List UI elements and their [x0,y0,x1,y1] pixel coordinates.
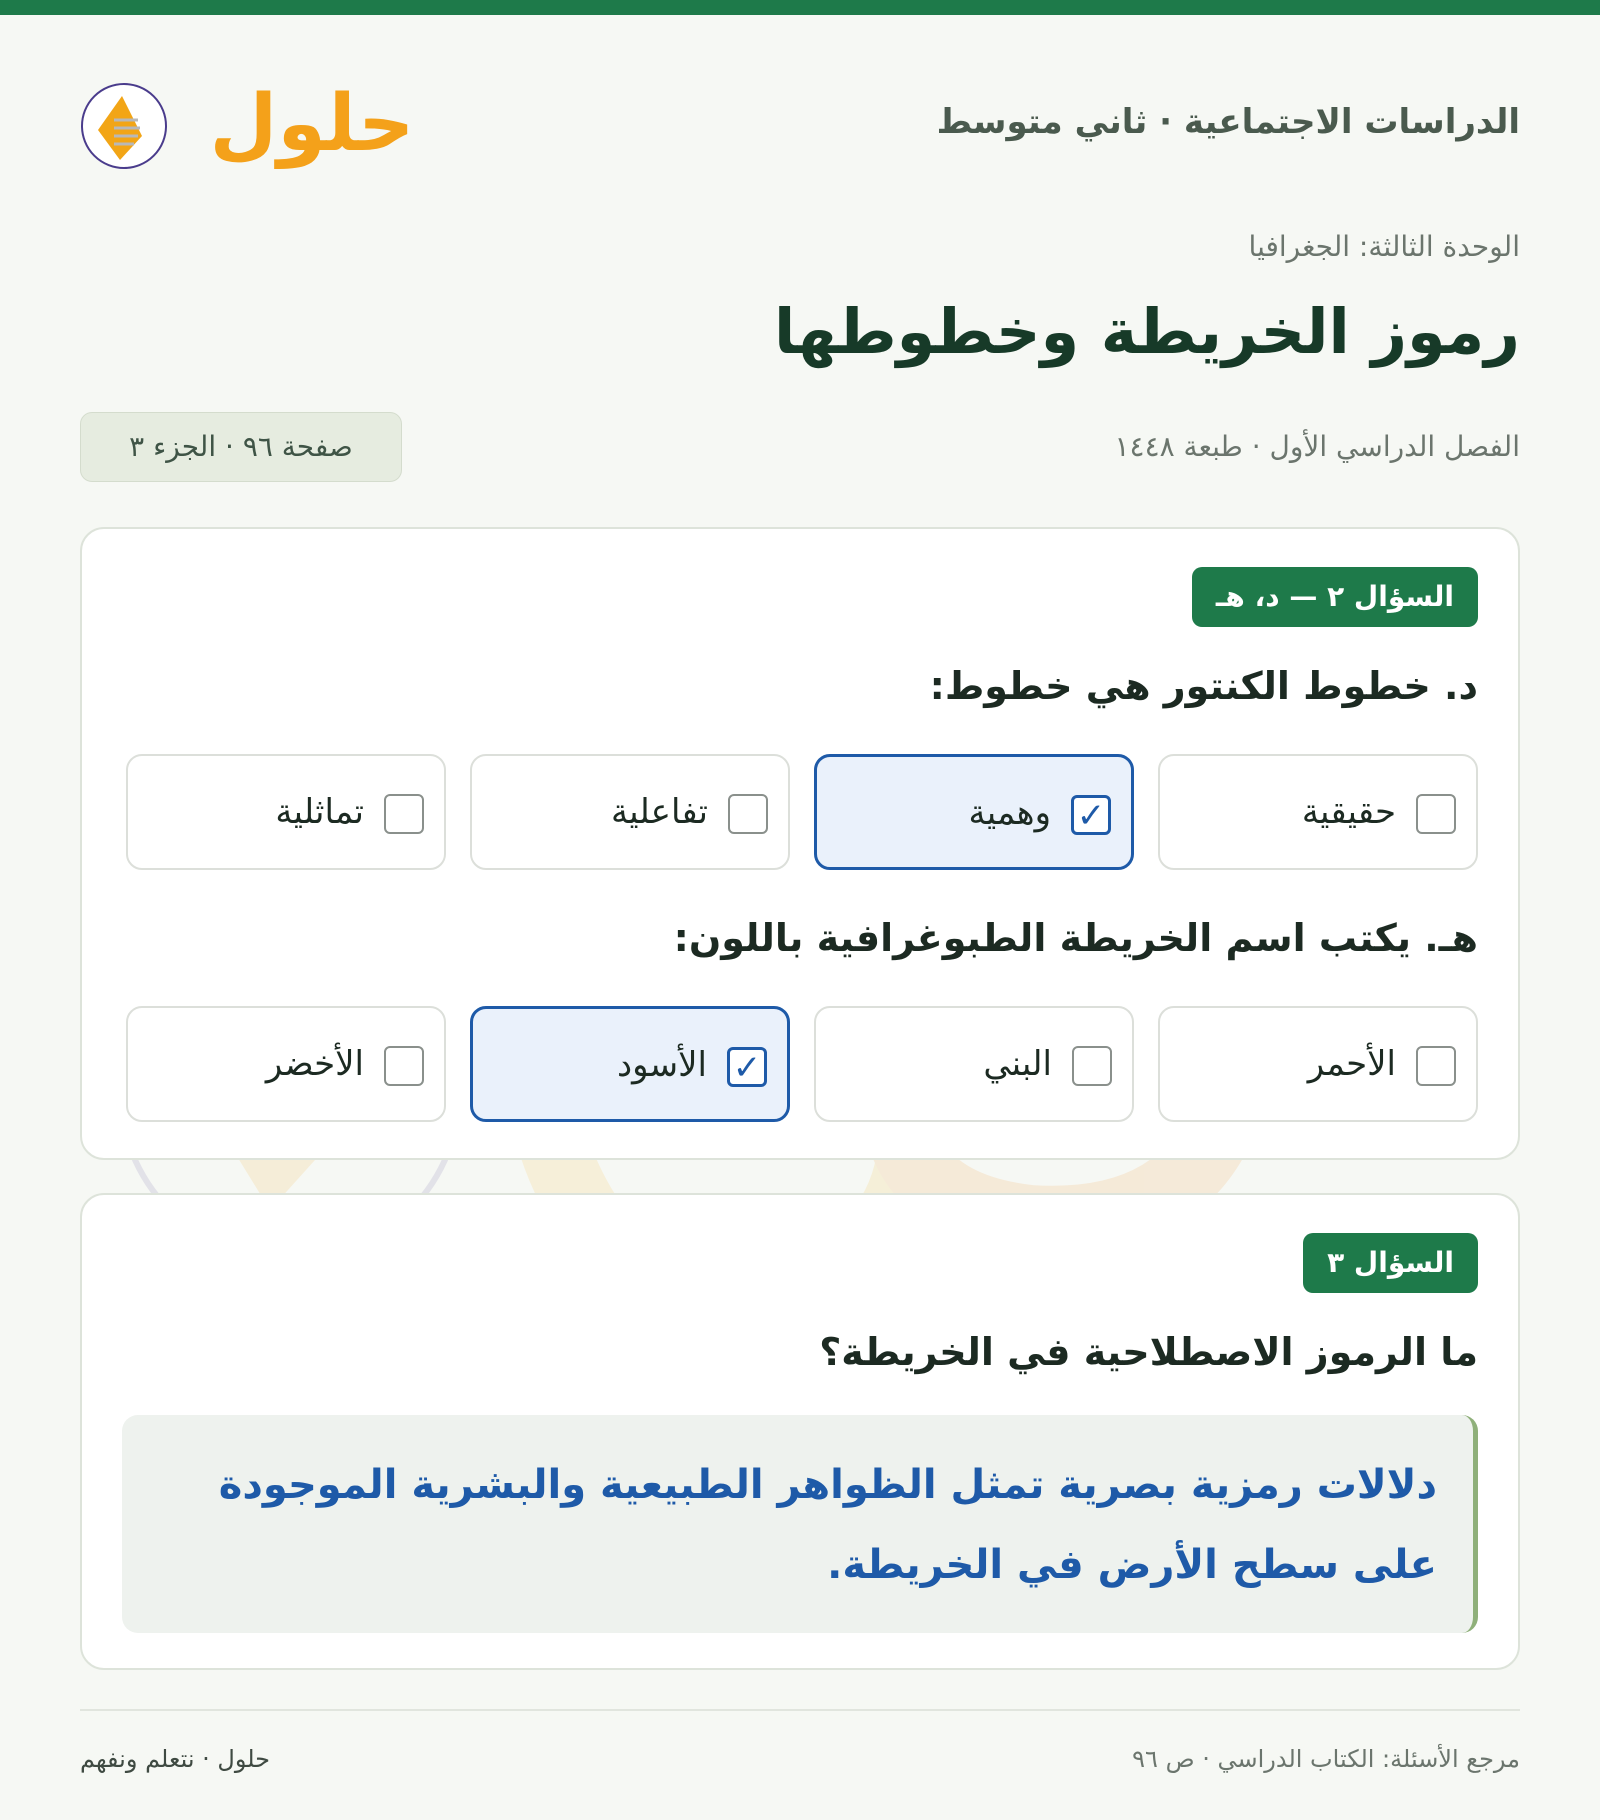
book-logo-icon[interactable] [80,68,415,178]
checkbox[interactable] [728,794,768,834]
page-title: رموز الخريطة وخطوطها [774,295,1520,368]
page-badge: صفحة ٩٦ · الجزء ٣ [80,412,402,482]
option-label: تماثلية [275,792,364,832]
checkbox[interactable] [384,1046,424,1086]
footer-brand[interactable]: حلول · نتعلم ونفهم [80,1745,270,1773]
option-label: الأخضر [265,1044,364,1084]
question-3-card [80,1193,1520,1670]
question-3-text: ما الرموز الاصطلاحية في الخريطة؟ [819,1330,1478,1374]
footer-reference: مرجع الأسئلة: الكتاب الدراسي · ص ٩٦ [1132,1745,1520,1773]
answer-line-2: على سطح الأرض في الخريطة. [827,1542,1437,1588]
option-d-2[interactable] [814,754,1134,870]
checkbox[interactable] [1072,1046,1112,1086]
option-d-4[interactable] [126,754,446,870]
question-3-badge: السؤال ٣ [1303,1233,1478,1293]
option-d-1[interactable] [1158,754,1478,870]
subject-title: الدراسات الاجتماعية · ثاني متوسط [936,102,1520,142]
option-h-2[interactable] [814,1006,1134,1122]
question-h-options [122,1006,1478,1122]
checkbox[interactable] [1416,1046,1456,1086]
option-label: تفاعلية [610,792,708,832]
option-label: حقيقية [1301,792,1396,832]
page-header [80,68,1520,178]
answer-box [122,1415,1478,1633]
option-d-3[interactable] [470,754,790,870]
option-h-1[interactable] [1158,1006,1478,1122]
checkbox[interactable] [384,794,424,834]
option-label: الأسود [616,1045,707,1085]
check-icon[interactable]: ✓ [1071,795,1111,835]
checkbox[interactable] [1416,794,1456,834]
option-h-4[interactable] [126,1006,446,1122]
check-icon[interactable]: ✓ [727,1047,767,1087]
question-2-badge: السؤال ٢ — د، هـ [1192,567,1478,627]
unit-label: الوحدة الثالثة: الجغرافيا [1248,230,1520,263]
option-label: البني [983,1044,1052,1084]
footer-divider [80,1709,1520,1711]
question-h-text: هـ. يكتب اسم الخريطة الطبوغرافية باللون: [673,916,1478,960]
answer-line-1: دلالات رمزية بصرية تمثل الظواهر الطبيعية والبشرية الموجودة [218,1462,1437,1508]
question-2-card [80,527,1520,1160]
term-label: الفصل الدراسي الأول · طبعة ١٤٤٨ [1114,430,1520,463]
option-label: وهمية [968,793,1051,833]
question-d-text: د. خطوط الكنتور هي خطوط: [929,664,1478,708]
option-h-3[interactable] [470,1006,790,1122]
top-accent-bar [0,0,1600,15]
logo-wordmark: حلول [209,79,415,169]
option-label: الأحمر [1307,1044,1396,1084]
question-d-options [122,754,1478,870]
